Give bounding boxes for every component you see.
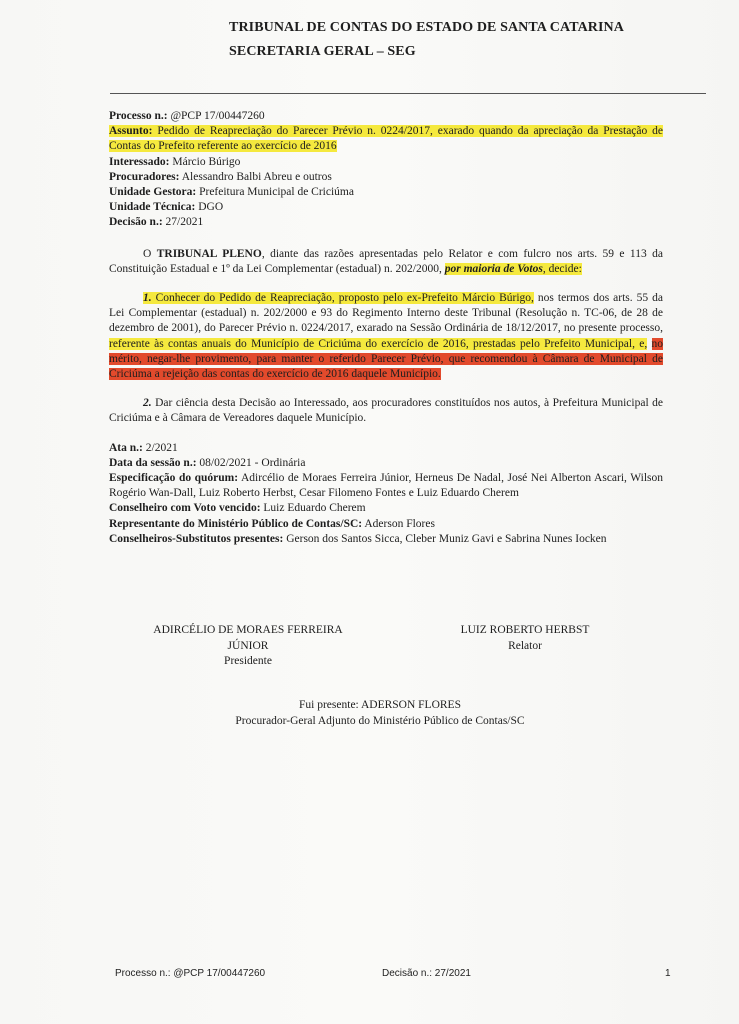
substitutos-label: Conselheiros-Substitutos presentes: — [109, 532, 284, 545]
ata-value: 2/2021 — [145, 441, 178, 454]
header-institution: TRIBUNAL DE CONTAS DO ESTADO DE SANTA CATARINA — [229, 20, 624, 35]
unidade-gestora-value: Prefeitura Municipal de Criciúma — [199, 186, 354, 199]
page-number: 1 — [665, 968, 671, 979]
relator-name: LUIZ ROBERTO HERBST — [460, 624, 590, 636]
decisao-value: 27/2021 — [165, 216, 204, 229]
procuradores-line — [109, 170, 663, 185]
attestation-line1: Fui presente: ADERSON FLORES — [299, 699, 461, 711]
intro-paragraph — [109, 247, 663, 277]
assunto-value: Pedido de Reapreciação do Parecer Prévio n. 0224/2017, exarado quando da apreciação da Prestação de Contas do Prefeito referente ao exercício de 2016 — [109, 125, 663, 153]
unidade-tecnica-line — [109, 200, 663, 215]
item-1-highlight-red: no mérito, negar-lhe provimento, para manter o referido Parecer Prévio, que recomendou à Câmara de Municipal de Criciúma a rejeição das contas do exercício de 2016 daquele Município. — [109, 337, 663, 381]
voto-vencido-label: Conselheiro com Voto vencido: — [109, 502, 261, 515]
relator-role: Relator — [508, 639, 542, 652]
processo-label: Processo n.: — [109, 110, 168, 122]
maioria-votos: por maioria de Votos — [444, 262, 543, 275]
ministerio-publico-label: Representante do Ministério Público de Contas/SC: — [109, 517, 363, 530]
item-1-highlight-b: referente às contas anuais do Município de Criciúma do exercício de 2016, prestadas pelo Prefeito Municipal, e, — [109, 337, 648, 350]
header-rule — [110, 93, 706, 94]
procuradores-label: Procuradores: — [109, 170, 180, 183]
item-2-number: 2. — [143, 397, 152, 410]
decide-label: decide: — [548, 262, 582, 275]
president-name-line2: JÚNIOR — [227, 639, 269, 652]
unidade-tecnica-label: Unidade Técnica: — [109, 201, 196, 214]
signature-relator — [420, 623, 630, 654]
interessado-line — [109, 155, 663, 170]
decisao-line — [109, 215, 663, 230]
procuradores-value: Alessandro Balbi Abreu e outros — [181, 170, 332, 183]
process-metadata — [109, 109, 663, 231]
item-2-paragraph — [109, 396, 663, 426]
item-1-text: nos termos dos arts. 55 da Lei Complementar (estadual) n. 202/2000 e 93 do Regimento Interno deste Tribunal (Resolução n. TC-06, de 28 de dezembro de 2001), do Parecer Prévio n. 0224/2017, exarado na Sessão Ordinária de 18/12/2017, no presente processo, — [109, 292, 664, 335]
document-body — [109, 109, 663, 547]
data-sessao-value: 08/02/2021 - Ordinária — [199, 456, 306, 469]
attestation — [180, 698, 580, 729]
assunto-line — [109, 124, 663, 154]
item-1-paragraph — [109, 291, 663, 382]
processo-line — [109, 109, 663, 124]
tribunal-pleno: TRIBUNAL PLENO — [156, 247, 262, 260]
ata-line — [109, 441, 663, 456]
president-role: Presidente — [224, 655, 272, 667]
intro-comma: , — [542, 262, 546, 275]
quorum-line — [109, 471, 663, 501]
substitutos-line — [109, 532, 663, 547]
unidade-gestora-line — [109, 185, 663, 200]
president-name-line1: ADIRCÉLIO DE MORAES FERREIRA — [153, 624, 343, 636]
attestation-line2: Procurador-Geral Adjunto do Ministério Público de Contas/SC — [235, 714, 525, 727]
item-1-space — [647, 338, 651, 350]
processo-value: @PCP 17/00447260 — [170, 110, 265, 122]
intro-pre: O — [143, 247, 157, 260]
unidade-tecnica-value: DGO — [198, 201, 224, 214]
data-sessao-label: Data da sessão n.: — [109, 456, 197, 469]
assunto-label: Assunto: — [109, 125, 153, 138]
substitutos-value: Gerson dos Santos Sicca, Cleber Muniz Gavi e Sabrina Nunes Iocken — [286, 532, 607, 545]
footer-decisao: Decisão n.: 27/2021 — [382, 968, 471, 979]
quorum-label: Especificação do quórum: — [109, 472, 239, 485]
voto-vencido-line — [109, 501, 663, 516]
intro-text: , diante das razões apresentadas pelo Relator e com fulcro nos arts. 59 e 113 da Constituição Estadual e 1º da Lei Complementar (estadual) n. 202/2000, — [109, 247, 664, 275]
document-header — [229, 16, 624, 64]
ministerio-publico-value: Aderson Flores — [364, 517, 435, 530]
interessado-value: Márcio Búrigo — [172, 155, 241, 168]
item-1-number: 1. — [143, 292, 152, 305]
voto-vencido-value: Luiz Eduardo Cherem — [263, 502, 366, 515]
decisao-label: Decisão n.: — [109, 216, 163, 229]
interessado-label: Interessado: — [109, 155, 170, 168]
footer-processo: Processo n.: @PCP 17/00447260 — [115, 968, 266, 979]
data-sessao-line — [109, 456, 663, 471]
session-info — [109, 441, 663, 547]
unidade-gestora-label: Unidade Gestora: — [109, 186, 197, 199]
ministerio-publico-line — [109, 517, 663, 532]
item-1-highlight-a: Conhecer do Pedido de Reapreciação, proposto pelo ex-Prefeito Márcio Búrigo, — [151, 292, 534, 305]
quorum-value: Adircélio de Moraes Ferreira Júnior, Herneus De Nadal, José Nei Alberton Ascari, Wilson Rogério Wan-Dall, Luiz Roberto Herbst, Cesar Filomeno Fontes e Luiz Eduardo Cherem — [109, 472, 663, 500]
signature-president — [128, 623, 368, 670]
header-department: SECRETARIA GERAL – SEG — [229, 44, 416, 59]
ata-label: Ata n.: — [109, 441, 143, 454]
item-2-text: Dar ciência desta Decisão ao Interessado, aos procuradores constituídos nos autos, à Prefeitura Municipal de Criciúma e à Câmara de Vereadores daquele Município. — [109, 397, 663, 425]
